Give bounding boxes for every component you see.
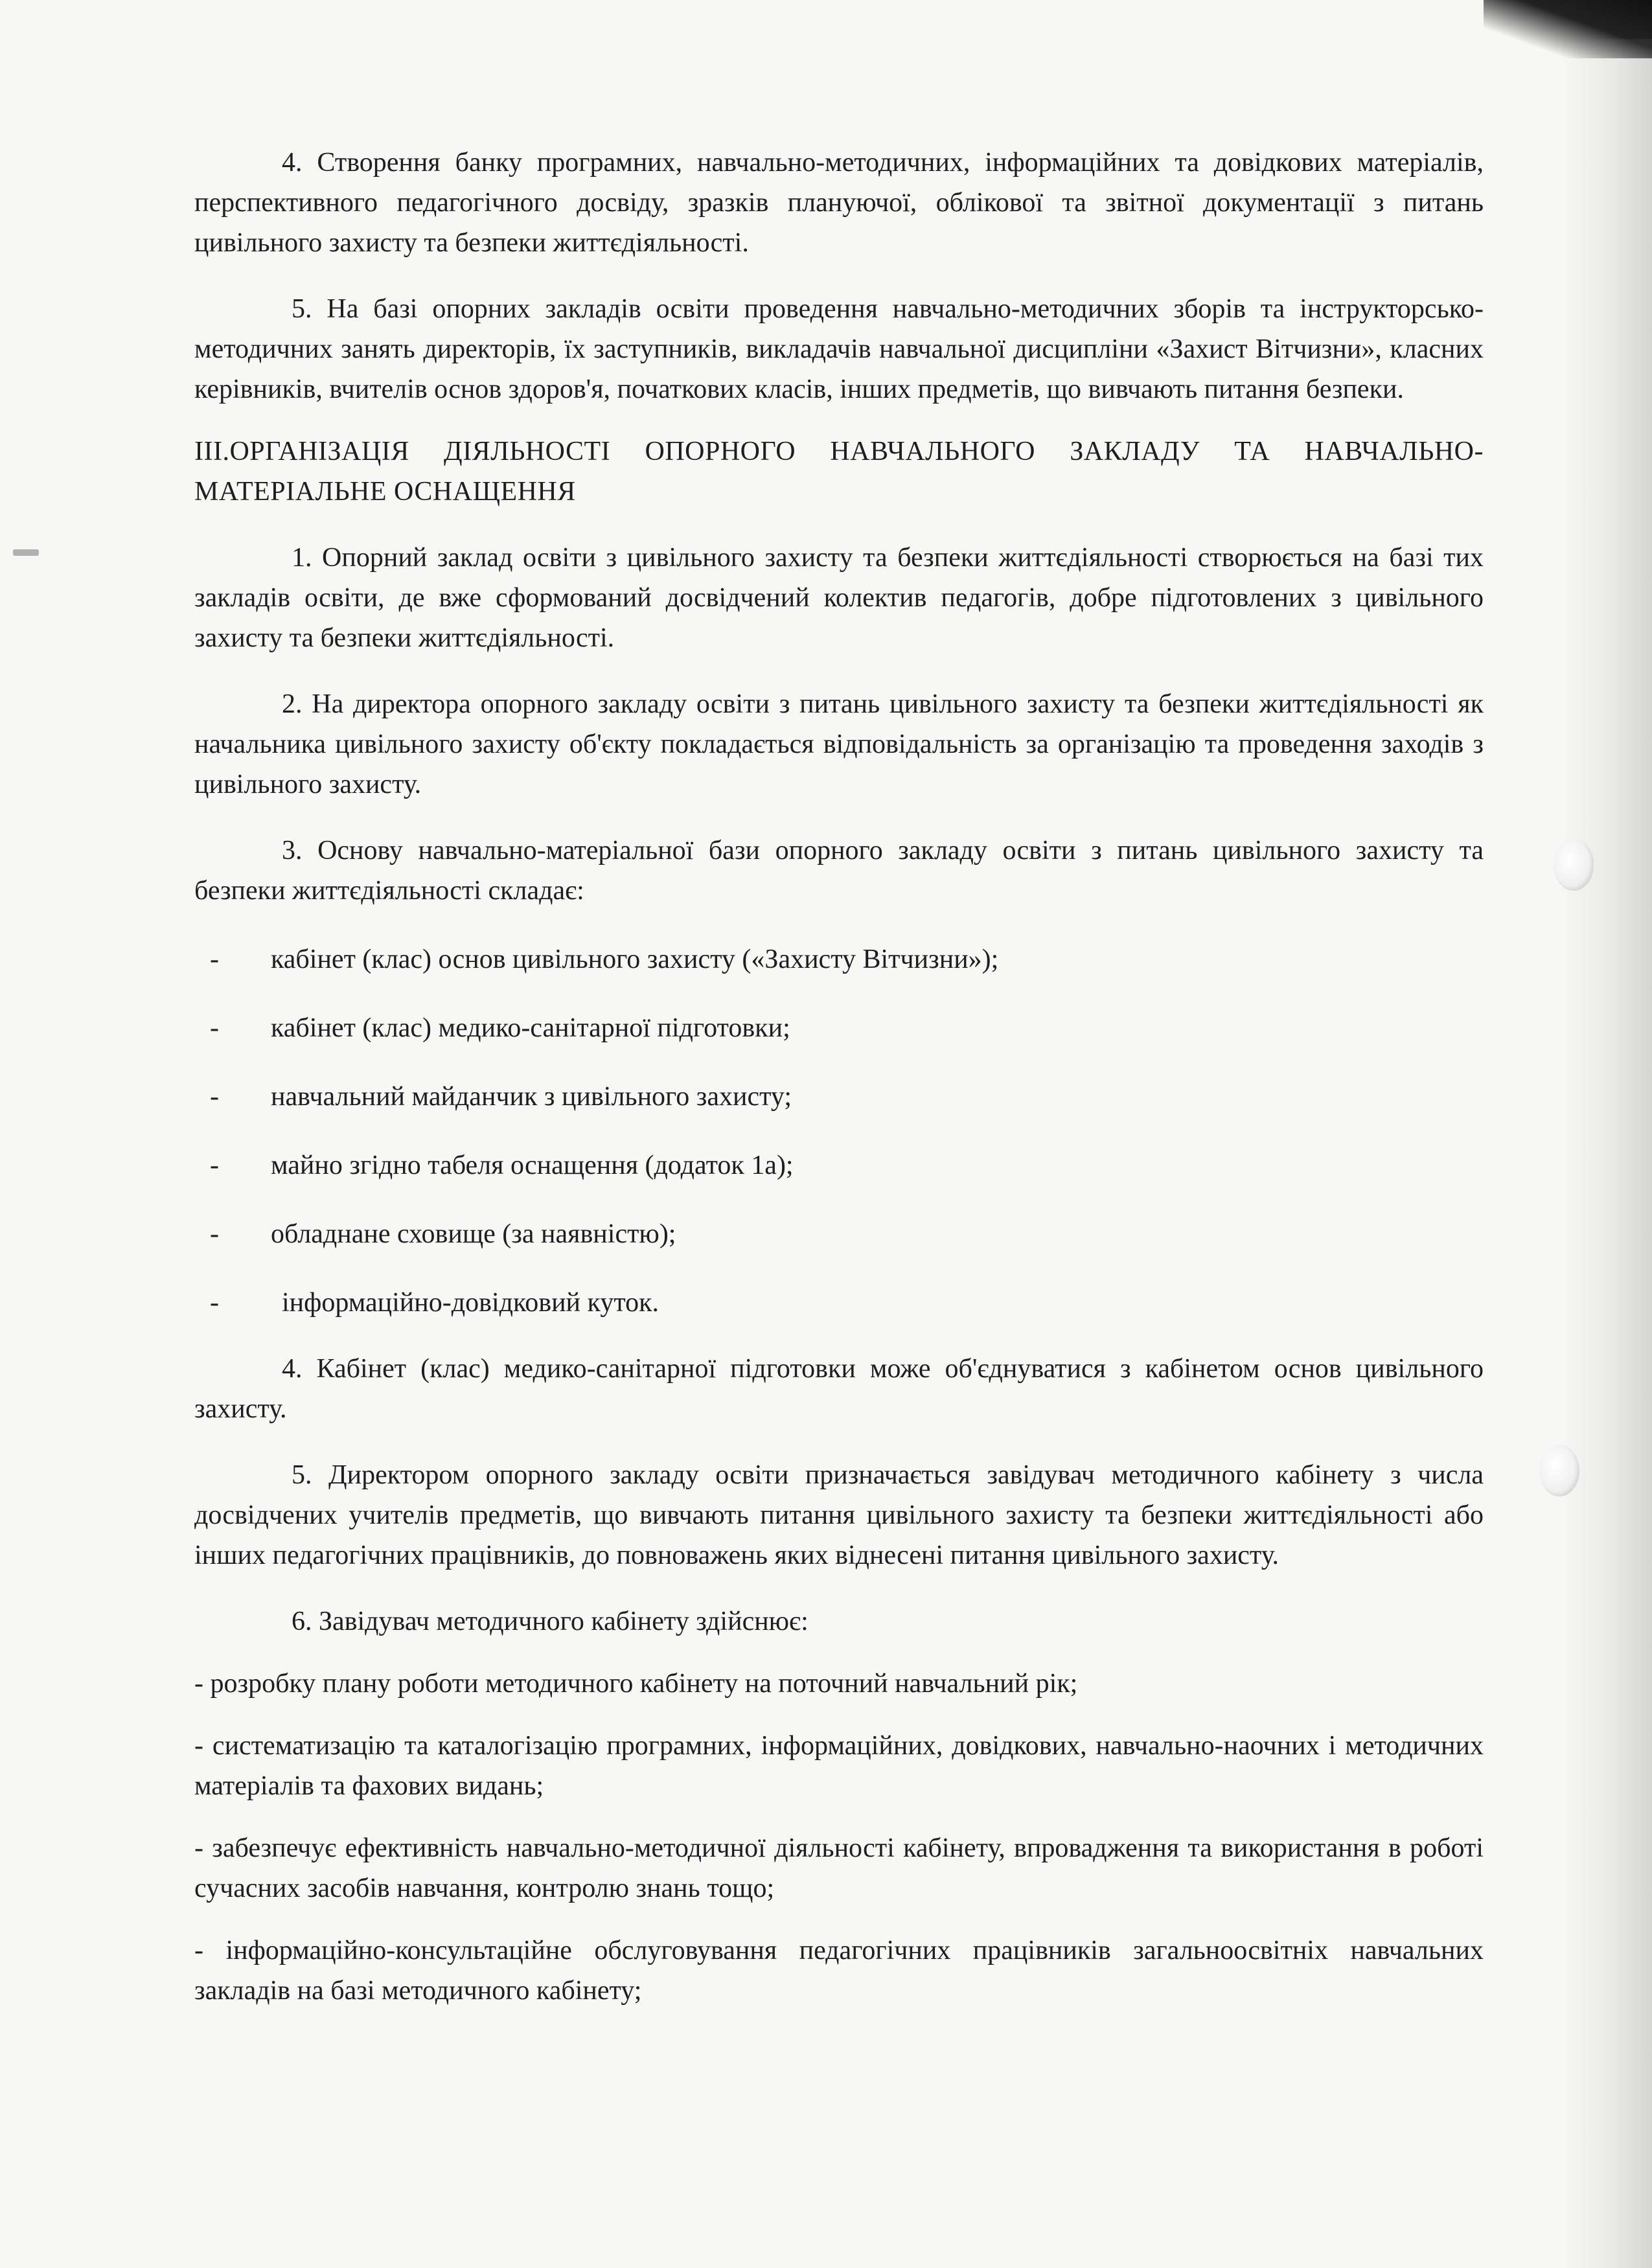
duty-item: - інформаційно-консультаційне обслуговування педагогічних працівників загальноосвітніх навчальних закладів на базі методичного кабінету; [194,1936,1484,2006]
list-item [194,1145,1484,1186]
list-item-text: майно згідно табеля оснащення (додаток 1а); [271,1151,794,1180]
paragraph-4: 4. Створення банку програмних, навчально-методичних, інформаційних та довідкових матеріалів, перспективного педагогічного досвіду, зразків плануючої, облікової та звітної документації з питань цивільного захисту та безпеки життєдіяльності. [194,148,1484,258]
section-paragraph-3: 3. Основу навчально-матеріальної бази опорного закладу освіти з питань цивільного захисту та безпеки життєдіяльності складає: [194,836,1484,906]
punch-hole [1554,839,1594,891]
duty-item: - забезпечує ефективність навчально-методичної діяльності кабінету, впровадження та використання в роботі сучасних засобів навчання, контролю знань тощо; [194,1833,1484,1903]
list-item [194,1214,1484,1254]
list-item [194,939,1484,979]
list-item-text: навчальний майданчик з цивільного захисту; [271,1082,792,1112]
list-item-text: кабінет (клас) медико-санітарної підготовки; [271,1013,790,1043]
list-dash: - [210,1219,219,1249]
list-item [194,1283,1484,1323]
section-paragraph-5: 5. Директором опорного закладу освіти призначається завідувач методичного кабінету з числа досвідчених учителів предметів, що вивчають питання цивільного захисту та безпеки життєдіяльності або інших педагогічних працівників, до повноважень яких віднесені питання цивільного захисту. [194,1460,1484,1570]
section-paragraph-1: 1. Опорний заклад освіти з цивільного захисту та безпеки життєдіяльності створюється на базі тих закладів освіти, де вже сформований досвідчений колектив педагогів, добре підготовлених з цивільного захисту та безпеки життєдіяльності. [194,543,1484,653]
section-title: III.ОРГАНІЗАЦІЯ ДІЯЛЬНОСТІ ОПОРНОГО НАВЧАЛЬНОГО ЗАКЛАДУ ТА НАВЧАЛЬНО-МАТЕРІАЛЬНЕ ОСНАЩЕННЯ [194,437,1484,507]
scan-margin-mark [13,549,39,556]
base-items-list [194,939,1484,1323]
list-item [194,1008,1484,1048]
section-paragraph-2: 2. На директора опорного закладу освіти з питань цивільного захисту та безпеки життєдіяльності як начальника цивільного захисту об'єкту покладається відповідальність за організацію та проведення заходів з цивільного захисту. [194,689,1484,799]
paragraph-5: 5. На базі опорних закладів освіти проведення навчально-методичних зборів та інструкторсько-методичних занять директорів, їх заступників, викладачів навчальної дисципліни «Захист Вітчизни», класних керівників, вчителів основ здоров'я, початкових класів, інших предметів, що вивчають питання безпеки. [194,294,1484,404]
list-item [194,1077,1484,1117]
list-item-text: кабінет (клас) основ цивільного захисту («Захисту Вітчизни»); [271,945,999,974]
document-page [194,143,1484,2011]
list-item-text: інформаційно-довідковий куток. [282,1288,660,1318]
list-dash: - [210,1151,219,1180]
list-dash: - [210,1013,219,1043]
list-item-text: обладнане сховище (за наявністю); [271,1219,676,1249]
scan-edge-shadow [1561,39,1652,2268]
section-paragraph-4: 4. Кабінет (клас) медико-санітарної підготовки може об'єднуватися з кабінетом основ цивільного захисту. [194,1354,1484,1424]
list-dash: - [210,1082,219,1112]
duty-item: - систематизацію та каталогізацію програмних, інформаційних, довідкових, навчально-наочних і методичних матеріалів та фахових видань; [194,1731,1484,1801]
section-paragraph-6: 6. Завідувач методичного кабінету здійснює: [292,1607,809,1636]
list-dash: - [210,1288,219,1318]
duty-item: - розробку плану роботи методичного кабінету на поточний навчальний рік; [194,1669,1078,1699]
punch-hole [1539,1445,1579,1496]
list-dash: - [210,945,219,974]
